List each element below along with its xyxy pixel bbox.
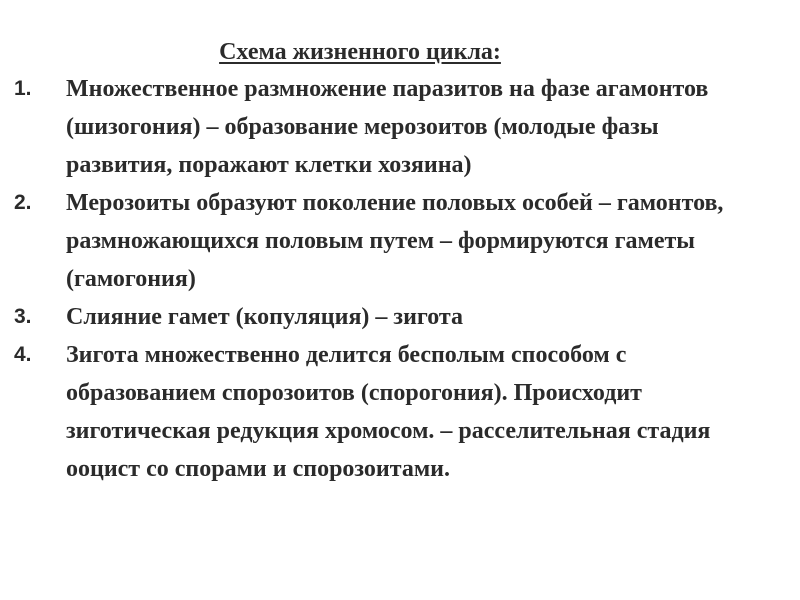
list-item-number: 1. [14,77,32,100]
list-item-text: Мерозоиты образуют поколение половых особей – гамонтов, размножающихся половым путем – формируются гаметы (гамогония) [66,190,724,292]
list-item-text: Множественное размножение паразитов на фазе агамонтов (шизогония) – образование мерозоитов (молодые фазы развития, поражают клетки хозяина) [66,76,709,178]
list-item-text: Зигота множественно делится бесполым способом с образованием спорозоитов (спорогония). Происходит зиготическая редукция хромосом. – расселительная стадия ооцист со спорами и спорозоитами. [66,342,711,482]
list-item-4 [14,336,746,488]
list-item-number: 4. [14,343,32,366]
life-cycle-list [14,70,774,488]
slide-title: Схема жизненного цикла: [219,39,501,65]
list-item-2 [14,184,746,298]
list-item-1 [14,70,766,184]
list-item-text: Слияние гамет (копуляция) – зигота [66,304,463,330]
list-item-3 [14,298,746,336]
list-item-number: 2. [14,191,32,214]
list-item-number: 3. [14,305,32,328]
